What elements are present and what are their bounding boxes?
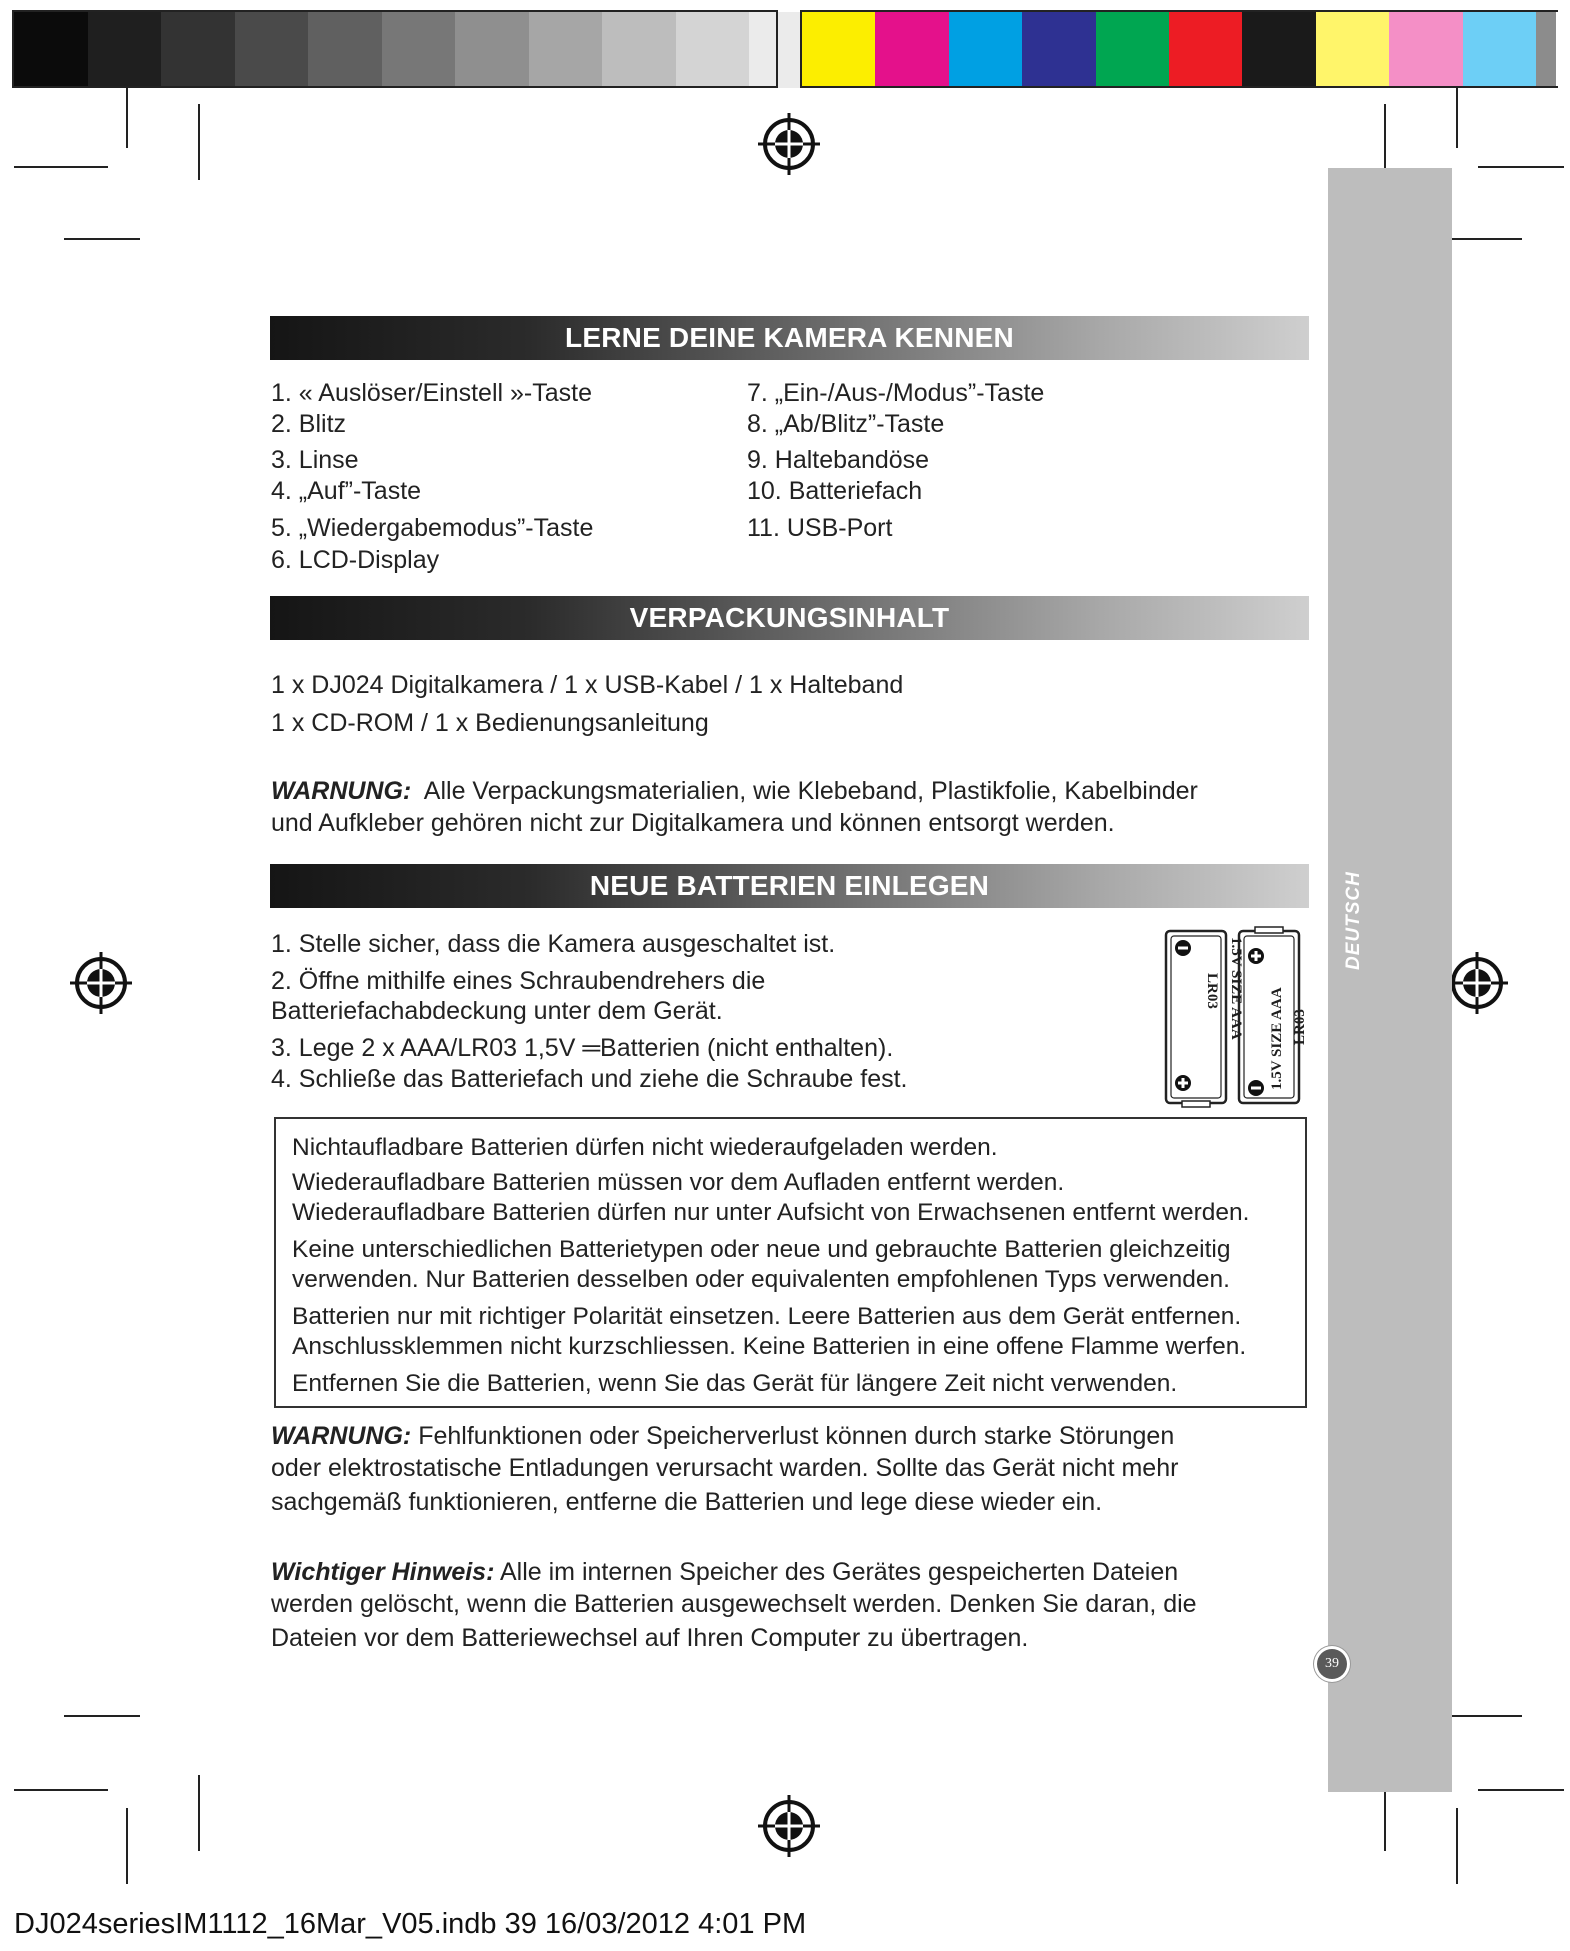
- list-item: 8. „Ab/Blitz”-Taste: [747, 410, 945, 438]
- warning-text: sachgemäß funktionieren, entferne die Batterien und lege diese wieder ein.: [271, 1488, 1103, 1516]
- list-item: 6. LCD-Display: [271, 546, 440, 574]
- safety-line: Batterien nur mit richtiger Polarität einsetzen. Leere Batterien aus dem Gerät entfernen.: [292, 1303, 1242, 1330]
- battery-label: LR03: [1292, 1009, 1308, 1045]
- list-item: 10. Batteriefach: [747, 477, 923, 505]
- safety-line: Anschlussklemmen nicht kurzschliessen. Keine Batterien in eine offene Flamme werfen.: [292, 1333, 1247, 1360]
- safety-line: Keine unterschiedlichen Batterietypen oder neue und gebrauchte Batterien gleichzeitig: [292, 1236, 1231, 1263]
- step-3: 3. Lege 2 x AAA/LR03 1,5V ═Batterien (nicht enthalten).: [271, 1034, 894, 1062]
- list-item: 4. „Auf”-Taste: [271, 477, 422, 505]
- registration-mark-top: [758, 113, 820, 175]
- safety-line: verwenden. Nur Batterien desselben oder equivalenten empfohlenen Typs verwenden.: [292, 1266, 1230, 1293]
- list-item: 7. „Ein-/Aus-/Modus”-Taste: [747, 379, 1045, 407]
- list-item: 9. Haltebandöse: [747, 446, 930, 474]
- step-1: 1. Stelle sicher, dass die Kamera ausgeschaltet ist.: [271, 930, 836, 958]
- registration-mark-right: [1446, 952, 1508, 1014]
- safety-line: Nichtaufladbare Batterien dürfen nicht wiederaufgeladen werden.: [292, 1134, 998, 1161]
- note-text: Alle im internen Speicher des Gerätes gespeicherten Dateien: [500, 1558, 1179, 1586]
- warning-label: WARNUNG:: [271, 1422, 412, 1450]
- section-header-batteries: [270, 864, 1309, 908]
- list-item: 11. USB-Port: [747, 514, 893, 542]
- print-slug-footer: DJ024seriesIM1112_16Mar_V05.indb 39 16/03/2012 4:01 PM: [14, 1908, 807, 1940]
- note-label: Wichtiger Hinweis:: [271, 1558, 495, 1586]
- language-side-tab: [1328, 168, 1452, 1792]
- battery-label: 1.5V SIZE AAA: [1269, 987, 1285, 1090]
- section-title: LERNE DEINE KAMERA KENNEN: [565, 322, 1014, 353]
- language-label: DEUTSCH: [1343, 871, 1364, 970]
- note-text: werden gelöscht, wenn die Batterien ausgewechselt werden. Denken Sie daran, die: [271, 1590, 1197, 1618]
- page-number: 39: [1317, 1649, 1347, 1679]
- package-warning: [271, 775, 1311, 839]
- section-header-camera: [270, 316, 1309, 360]
- step-4: 4. Schließe das Batteriefach und ziehe die Schraube fest.: [271, 1065, 908, 1093]
- section-header-package: [270, 596, 1309, 640]
- battery-label: 1.5V SIZE AAA: [1228, 937, 1244, 1040]
- warning-text: Fehlfunktionen oder Speicherverlust können durch starke Störungen: [418, 1422, 1175, 1450]
- list-item: 3. Linse: [271, 446, 359, 474]
- list-item: 1. « Auslöser/Einstell »-Taste: [271, 379, 592, 407]
- registration-mark-bottom: [758, 1795, 820, 1857]
- note-text: Dateien vor dem Batteriewechsel auf Ihren Computer zu übertragen.: [271, 1624, 1029, 1652]
- section-title: VERPACKUNGSINHALT: [629, 602, 950, 633]
- important-note: [271, 1556, 1331, 1654]
- warning-text: Alle Verpackungsmaterialien, wie Klebeband, Plastikfolie, Kabelbinder: [423, 777, 1198, 805]
- step-2-continued: Batteriefachabdeckung unter dem Gerät.: [271, 997, 723, 1025]
- battery-safety-box: [274, 1117, 1307, 1408]
- package-contents-line: 1 x DJ024 Digitalkamera / 1 x USB-Kabel / 1 x Halteband: [271, 671, 904, 699]
- step-2: 2. Öffne mithilfe eines Schraubendrehers die: [271, 967, 766, 995]
- list-item: 2. Blitz: [271, 410, 347, 438]
- warning-label: WARNUNG:: [271, 777, 412, 805]
- warning-text: und Aufkleber gehören nicht zur Digitalkamera und können entsorgt werden.: [271, 809, 1115, 837]
- malfunction-warning: [271, 1420, 1331, 1518]
- section-title: NEUE BATTERIEN EINLEGEN: [589, 870, 990, 901]
- package-contents-line: 1 x CD-ROM / 1 x Bedienungsanleitung: [271, 709, 709, 737]
- battery-label: LR03: [1204, 973, 1220, 1009]
- safety-line: Wiederaufladbare Batterien dürfen nur unter Aufsicht von Erwachsenen entfernt werden.: [292, 1199, 1250, 1226]
- registration-mark-left: [70, 952, 132, 1014]
- warning-text: oder elektrostatische Entladungen verursacht warden. Sollte das Gerät nicht mehr: [271, 1454, 1179, 1482]
- safety-line: Wiederaufladbare Batterien müssen vor dem Aufladen entfernt werden.: [292, 1169, 1065, 1196]
- safety-line: Entfernen Sie die Batterien, wenn Sie das Gerät für längere Zeit nicht verwenden.: [292, 1370, 1178, 1397]
- list-item: 5. „Wiedergabemodus”-Taste: [271, 514, 594, 542]
